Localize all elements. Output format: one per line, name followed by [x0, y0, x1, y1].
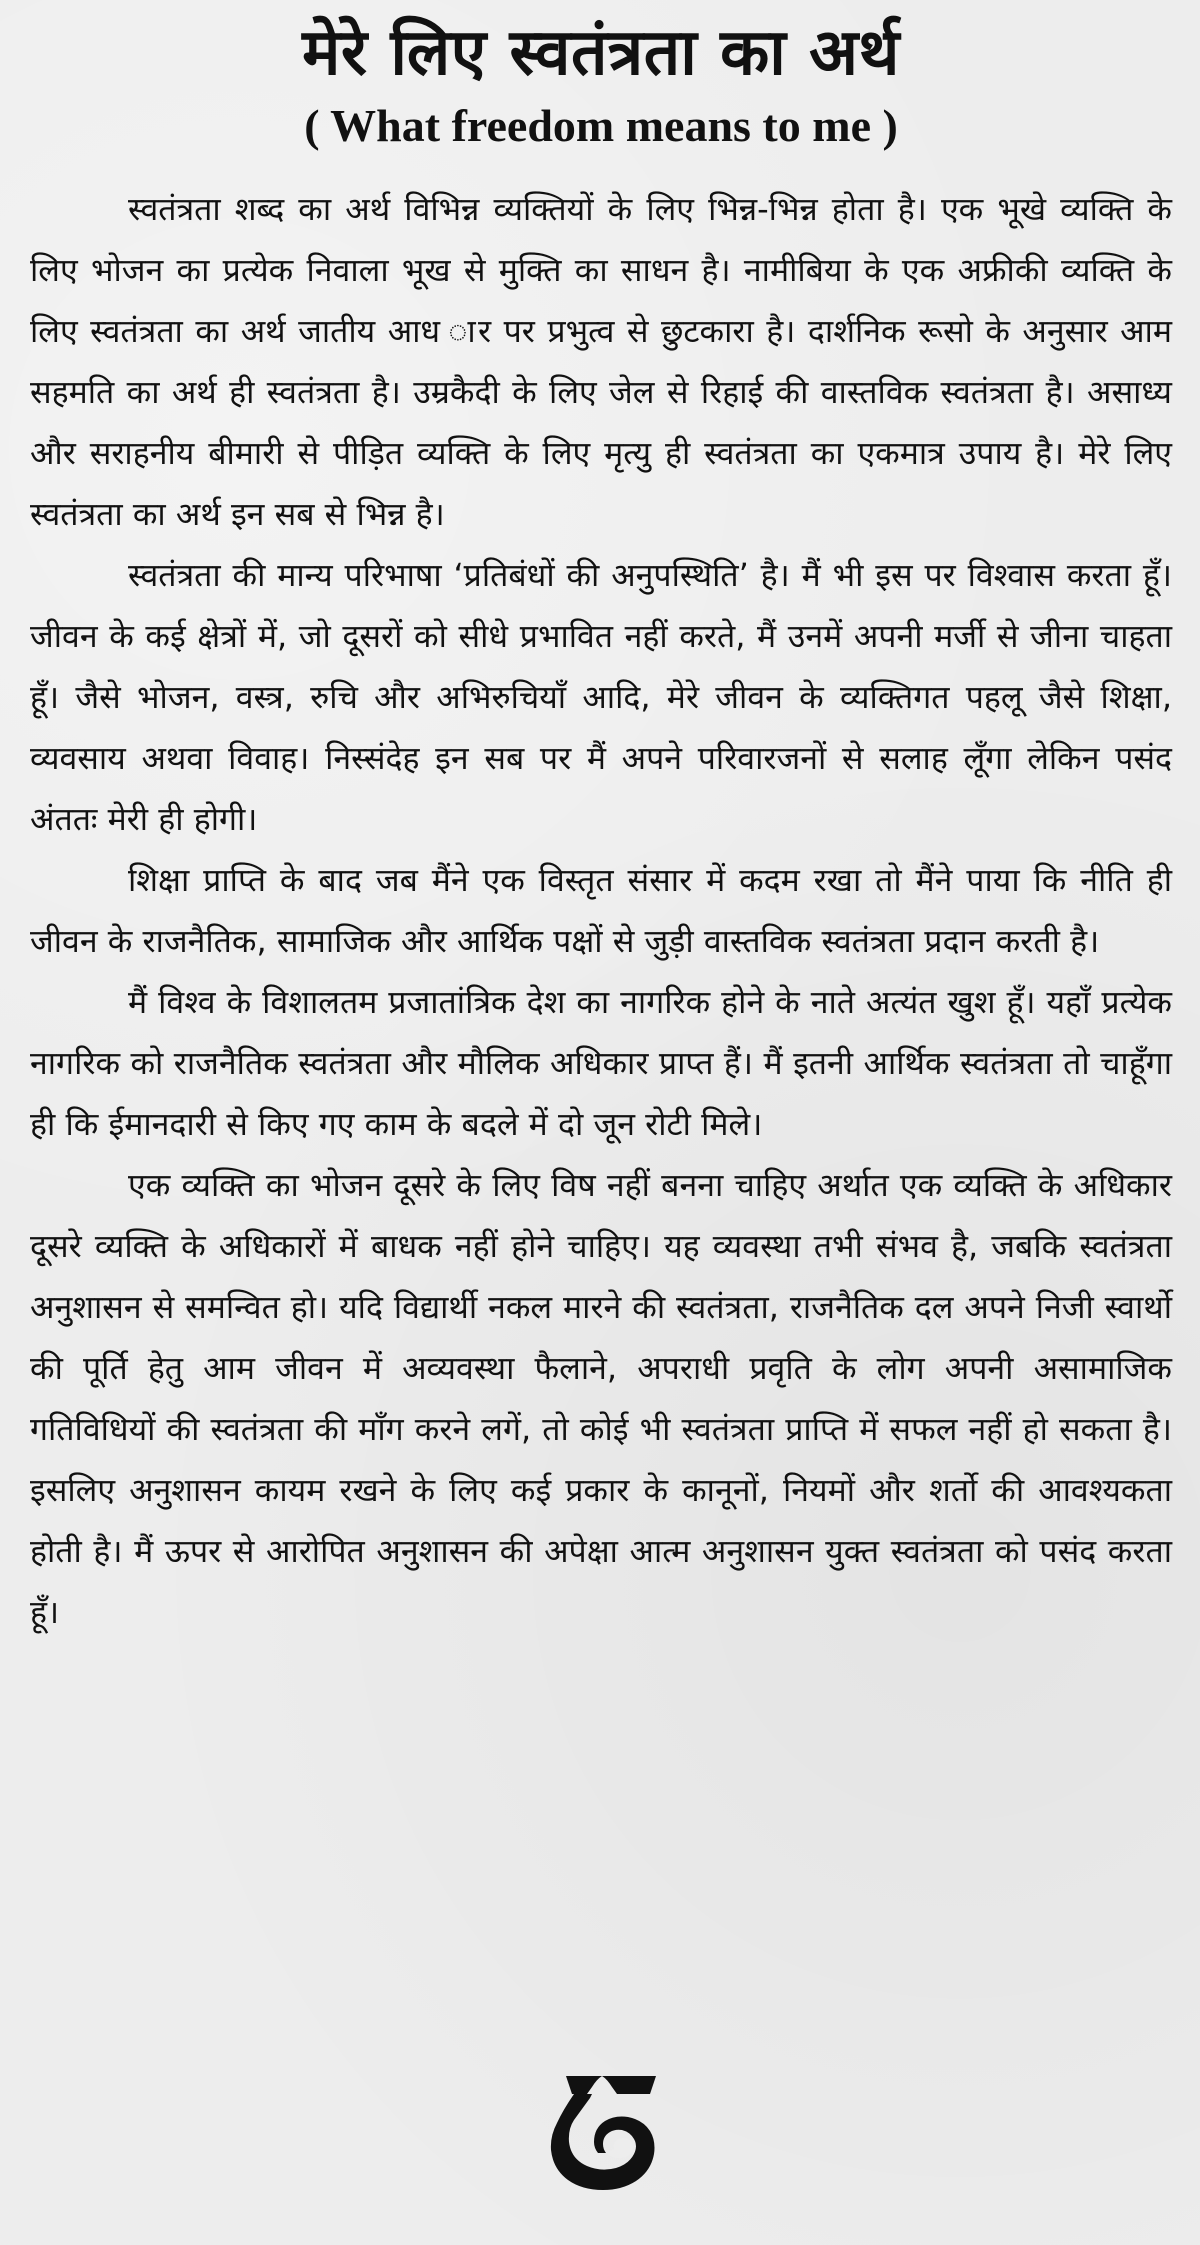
paragraph-5: एक व्यक्ति का भोजन दूसरे के लिए विष नहीं बनना चाहिए अर्थात एक व्यक्ति के अधिकार दूसरे व्यक्ति के अधिकारों में बाधक नहीं होने चाहिए। यह व्यवस्था तभी संभव है, जबकि स्वतंत्रता अनुशासन से समन्वित हो। यदि विद्यार्थी नकल मारने की स्वतंत्रता, राजनैतिक दल अपने निजी स्वार्थो की पूर्ति हेतु आम जीवन में अव्यवस्था फैलाने, अपराधी प्रवृति के लोग अपनी असामाजिक गतिविधियों की स्वतंत्रता की माँग करने लगें, तो कोई भी स्वतंत्रता प्राप्ति में सफल नहीं हो सकता है। इसलिए अनुशासन कायम रखने के लिए कई प्रकार के कानूनों, नियमों और शर्तो की आवश्यकता होती है। मैं ऊपर से आरोपित अनुशासन की अपेक्षा आत्म अनुशासन युक्त स्वतंत्रता को पसंद करता हूँ।: [30, 1165, 1172, 1631]
page-subtitle: ( What freedom means to me ): [304, 99, 898, 151]
paragraph-3: शिक्षा प्राप्ति के बाद जब मैंने एक विस्तृत संसार में कदम रखा तो मैंने पाया कि नीति ही जीवन के राजनैतिक, सामाजिक और आर्थिक पक्षों से जुड़ी वास्तविक स्वतंत्रता प्रदान करती है।: [30, 860, 1172, 960]
article-body: [30, 179, 1172, 1643]
publisher-logo-icon: [534, 2060, 670, 2196]
page-title: मेरे लिए स्वतंत्रता का अर्थ: [302, 16, 900, 90]
paragraph-4: मैं विश्व के विशालतम प्रजातांत्रिक देश का नागरिक होने के नाते अत्यंत खुश हूँ। यहाँ प्रत्येक नागरिक को राजनैतिक स्वतंत्रता और मौलिक अधिकार प्राप्त हैं। मैं इतनी आर्थिक स्वतंत्रता तो चाहूँगा ही कि ईमानदारी से किए गए काम के बदले में दो जून रोटी मिले।: [30, 982, 1172, 1143]
paragraph-2: स्वतंत्रता की मान्य परिभाषा ‘प्रतिबंधों की अनुपस्थिति’ है। मैं भी इस पर विश्वास करता हूँ। जीवन के कई क्षेत्रों में, जो दूसरों को सीधे प्रभावित नहीं करते, मैं उनमें अपनी मर्जी से जीना चाहता हूँ। जैसे भोजन, वस्त्र, रुचि और अभिरुचियाँ आदि, मेरे जीवन के व्यक्तिगत पहलू जैसे शिक्षा, व्यवसाय अथवा विवाह। निस्संदेह इन सब पर मैं अपने परिवारजनों से सलाह लूँगा लेकिन पसंद अंततः मेरी ही होगी।: [30, 555, 1172, 838]
paragraph-1: स्वतंत्रता शब्द का अर्थ विभिन्न व्यक्तियों के लिए भिन्न-भिन्न होता है। एक भूखे व्यक्ति के लिए भोजन का प्रत्येक निवाला भूख से मुक्ति का साधन है। नामीबिया के एक अफ्रीकी व्यक्ति के लिए स्वतंत्रता का अर्थ जातीय आध ार पर प्रभुत्व से छुटकारा है। दार्शनिक रूसो के अनुसार आम सहमति का अर्थ ही स्वतंत्रता है। उम्रकैदी के लिए जेल से रिहाई की वास्तविक स्वतंत्रता है। असाध्य और सराहनीय बीमारी से पीड़ित व्यक्ति के लिए मृत्यु ही स्वतंत्रता का एकमात्र उपाय है। मेरे लिए स्वतंत्रता का अर्थ इन सब से भिन्न है।: [30, 189, 1172, 533]
